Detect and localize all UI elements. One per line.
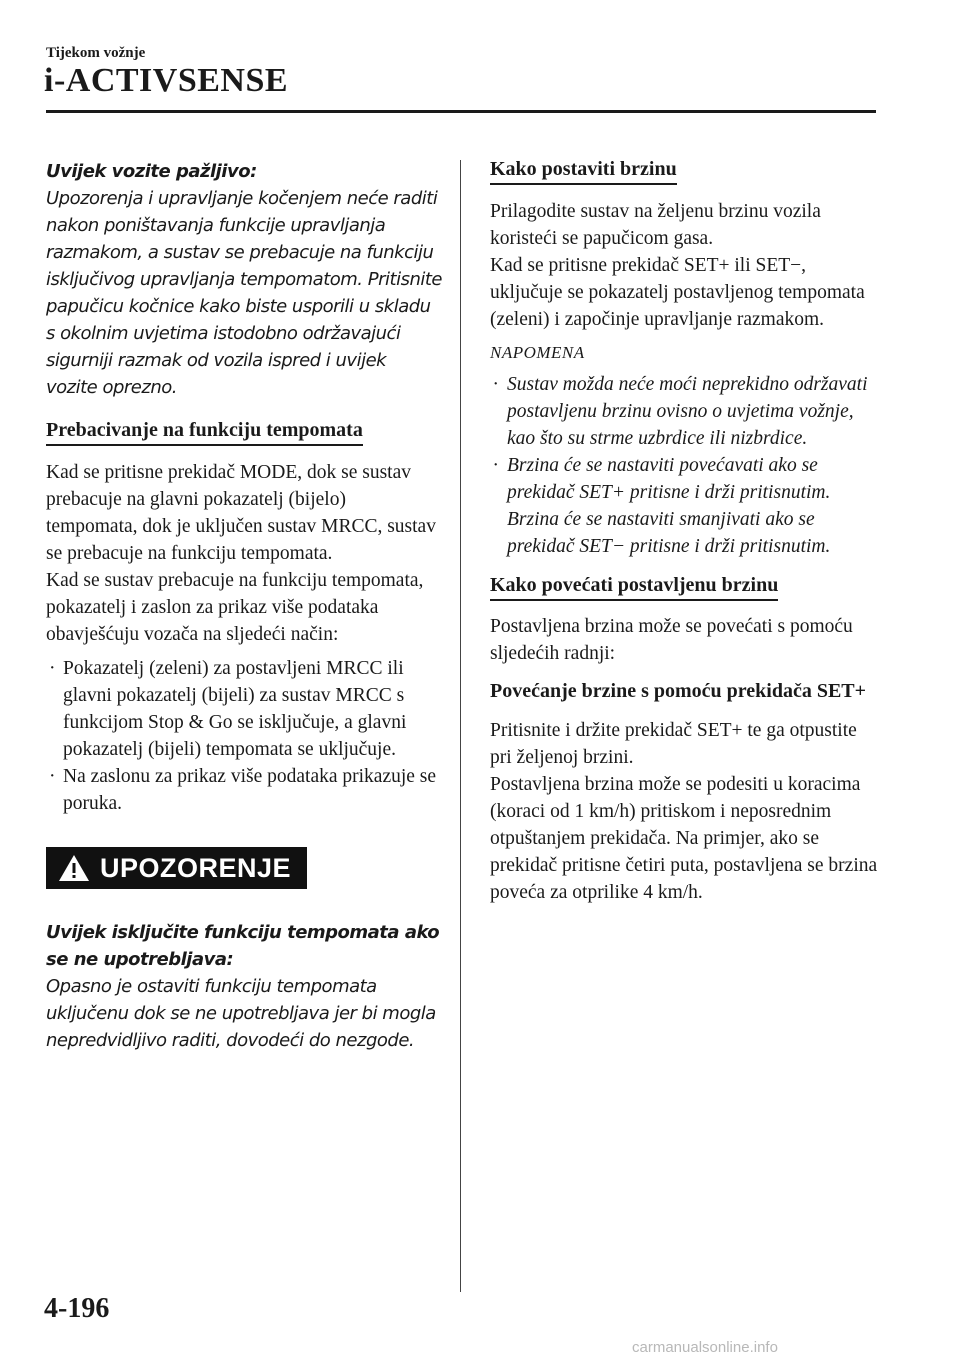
warning-lead: Uvijek isključite funkciju tempomata ako se ne upotrebljava: xyxy=(46,922,440,970)
page-number: 4-196 xyxy=(44,1293,110,1324)
chapter-title: i-ACTIVSENSE xyxy=(44,62,289,99)
paragraph: Kad se pritisne prekidač MODE, dok se sustav prebacuje na glavni pokazatelj (bijelo) tempomata, dok je uključen sustav MRCC, sustav se prebacuje na funkciju tempomata. xyxy=(46,462,436,564)
paragraph: Kad se sustav prebacuje na funkciju tempomata, pokazatelj i zaslon za prikaz više podataka obavješćuju vozača na sljedeći način: xyxy=(46,570,424,645)
caution-lead: Uvijek vozite pažljivo: xyxy=(46,161,257,182)
column-divider xyxy=(460,160,461,1292)
note-item: · Sustav možda neće moći neprekidno održavati postavljenu brzinu ovisno o uvjetima vožnje, kao što su strme uzbrdice ili nizbrdice. xyxy=(490,371,882,452)
note-list xyxy=(490,371,882,560)
indicator-list xyxy=(46,655,442,817)
warning-block xyxy=(46,919,442,1054)
note-label: NAPOMENA xyxy=(490,343,585,362)
note-item: · Brzina će se nastaviti povećavati ako se prekidač SET+ pritisne i drži pritisnutim. Brzina će se nastaviti smanjivati ako se prekidač SET− pritisne i drži pritisnutim. xyxy=(490,452,882,560)
paragraph: Postavljena brzina može se povećati s pomoću sljedećih radnji: xyxy=(490,616,853,664)
warning-banner xyxy=(46,847,307,889)
warning-text: Opasno je ostaviti funkciju tempomata uključenu dok se ne upotrebljava jer bi mogla nepredvidljivo raditi, dovodeći do nezgode. xyxy=(46,976,436,1051)
paragraph: Postavljena brzina može se podesiti u koracima (koraci od 1 km/h) pritiskom i neposrednim otpuštanjem prekidača. Na primjer, ako se prekidač pritisne četiri puta, postavljena se brzina poveća za otprilike 4 km/h. xyxy=(490,774,878,903)
section-heading-set-speed: Kako postaviti brzinu xyxy=(490,158,677,185)
paragraph: Pritisnite i držite prekidač SET+ te ga otpustite pri željenoj brzini. xyxy=(490,720,857,768)
left-column xyxy=(46,158,442,1054)
caution-text: Upozorenja i upravljanje kočenjem neće raditi nakon poništavanja funkcije upravljanja razmakom, a sustav se prebacuje na funkciju isključivog upravljanja tempomatom. Pritisnite papučicu kočnice kako biste usporili u skladu s okolnim uvjetima istodobno održavajući sigurniji razmak od vozila ispred i uvijek vozite oprezno. xyxy=(46,188,442,398)
paragraph: Kad se pritisne prekidač SET+ ili SET−, uključuje se pokazatelj postavljenog tempomata (zeleni) i započinje upravljanje razmakom. xyxy=(490,255,865,330)
section-label: Tijekom vožnje xyxy=(46,45,146,61)
list-item: · Pokazatelj (zeleni) za postavljeni MRCC ili glavni pokazatelj (bijeli) za sustav MRCC s funkcijom Stop & Go se isključuje, a glavni pokazatelj (bijeli) tempomata se uključuje. xyxy=(46,655,442,763)
header-rule xyxy=(46,110,876,113)
caution-block xyxy=(46,158,442,401)
subheading: Povećanje brzine s pomoću prekidača SET+ xyxy=(490,680,867,702)
warning-triangle-icon xyxy=(58,854,90,882)
watermark: carmanualsonline.info xyxy=(632,1339,778,1356)
section-heading-cruise-switch: Prebacivanje na funkciju tempomata xyxy=(46,419,363,446)
right-column xyxy=(490,158,882,906)
section-heading-increase-speed: Kako povećati postavljenu brzinu xyxy=(490,574,778,601)
paragraph: Prilagodite sustav na željenu brzinu vozila koristeći se papučicom gasa. xyxy=(490,201,821,249)
list-item: · Na zaslonu za prikaz više podataka prikazuje se poruka. xyxy=(46,763,442,817)
warning-label: UPOZORENJE xyxy=(100,852,292,883)
